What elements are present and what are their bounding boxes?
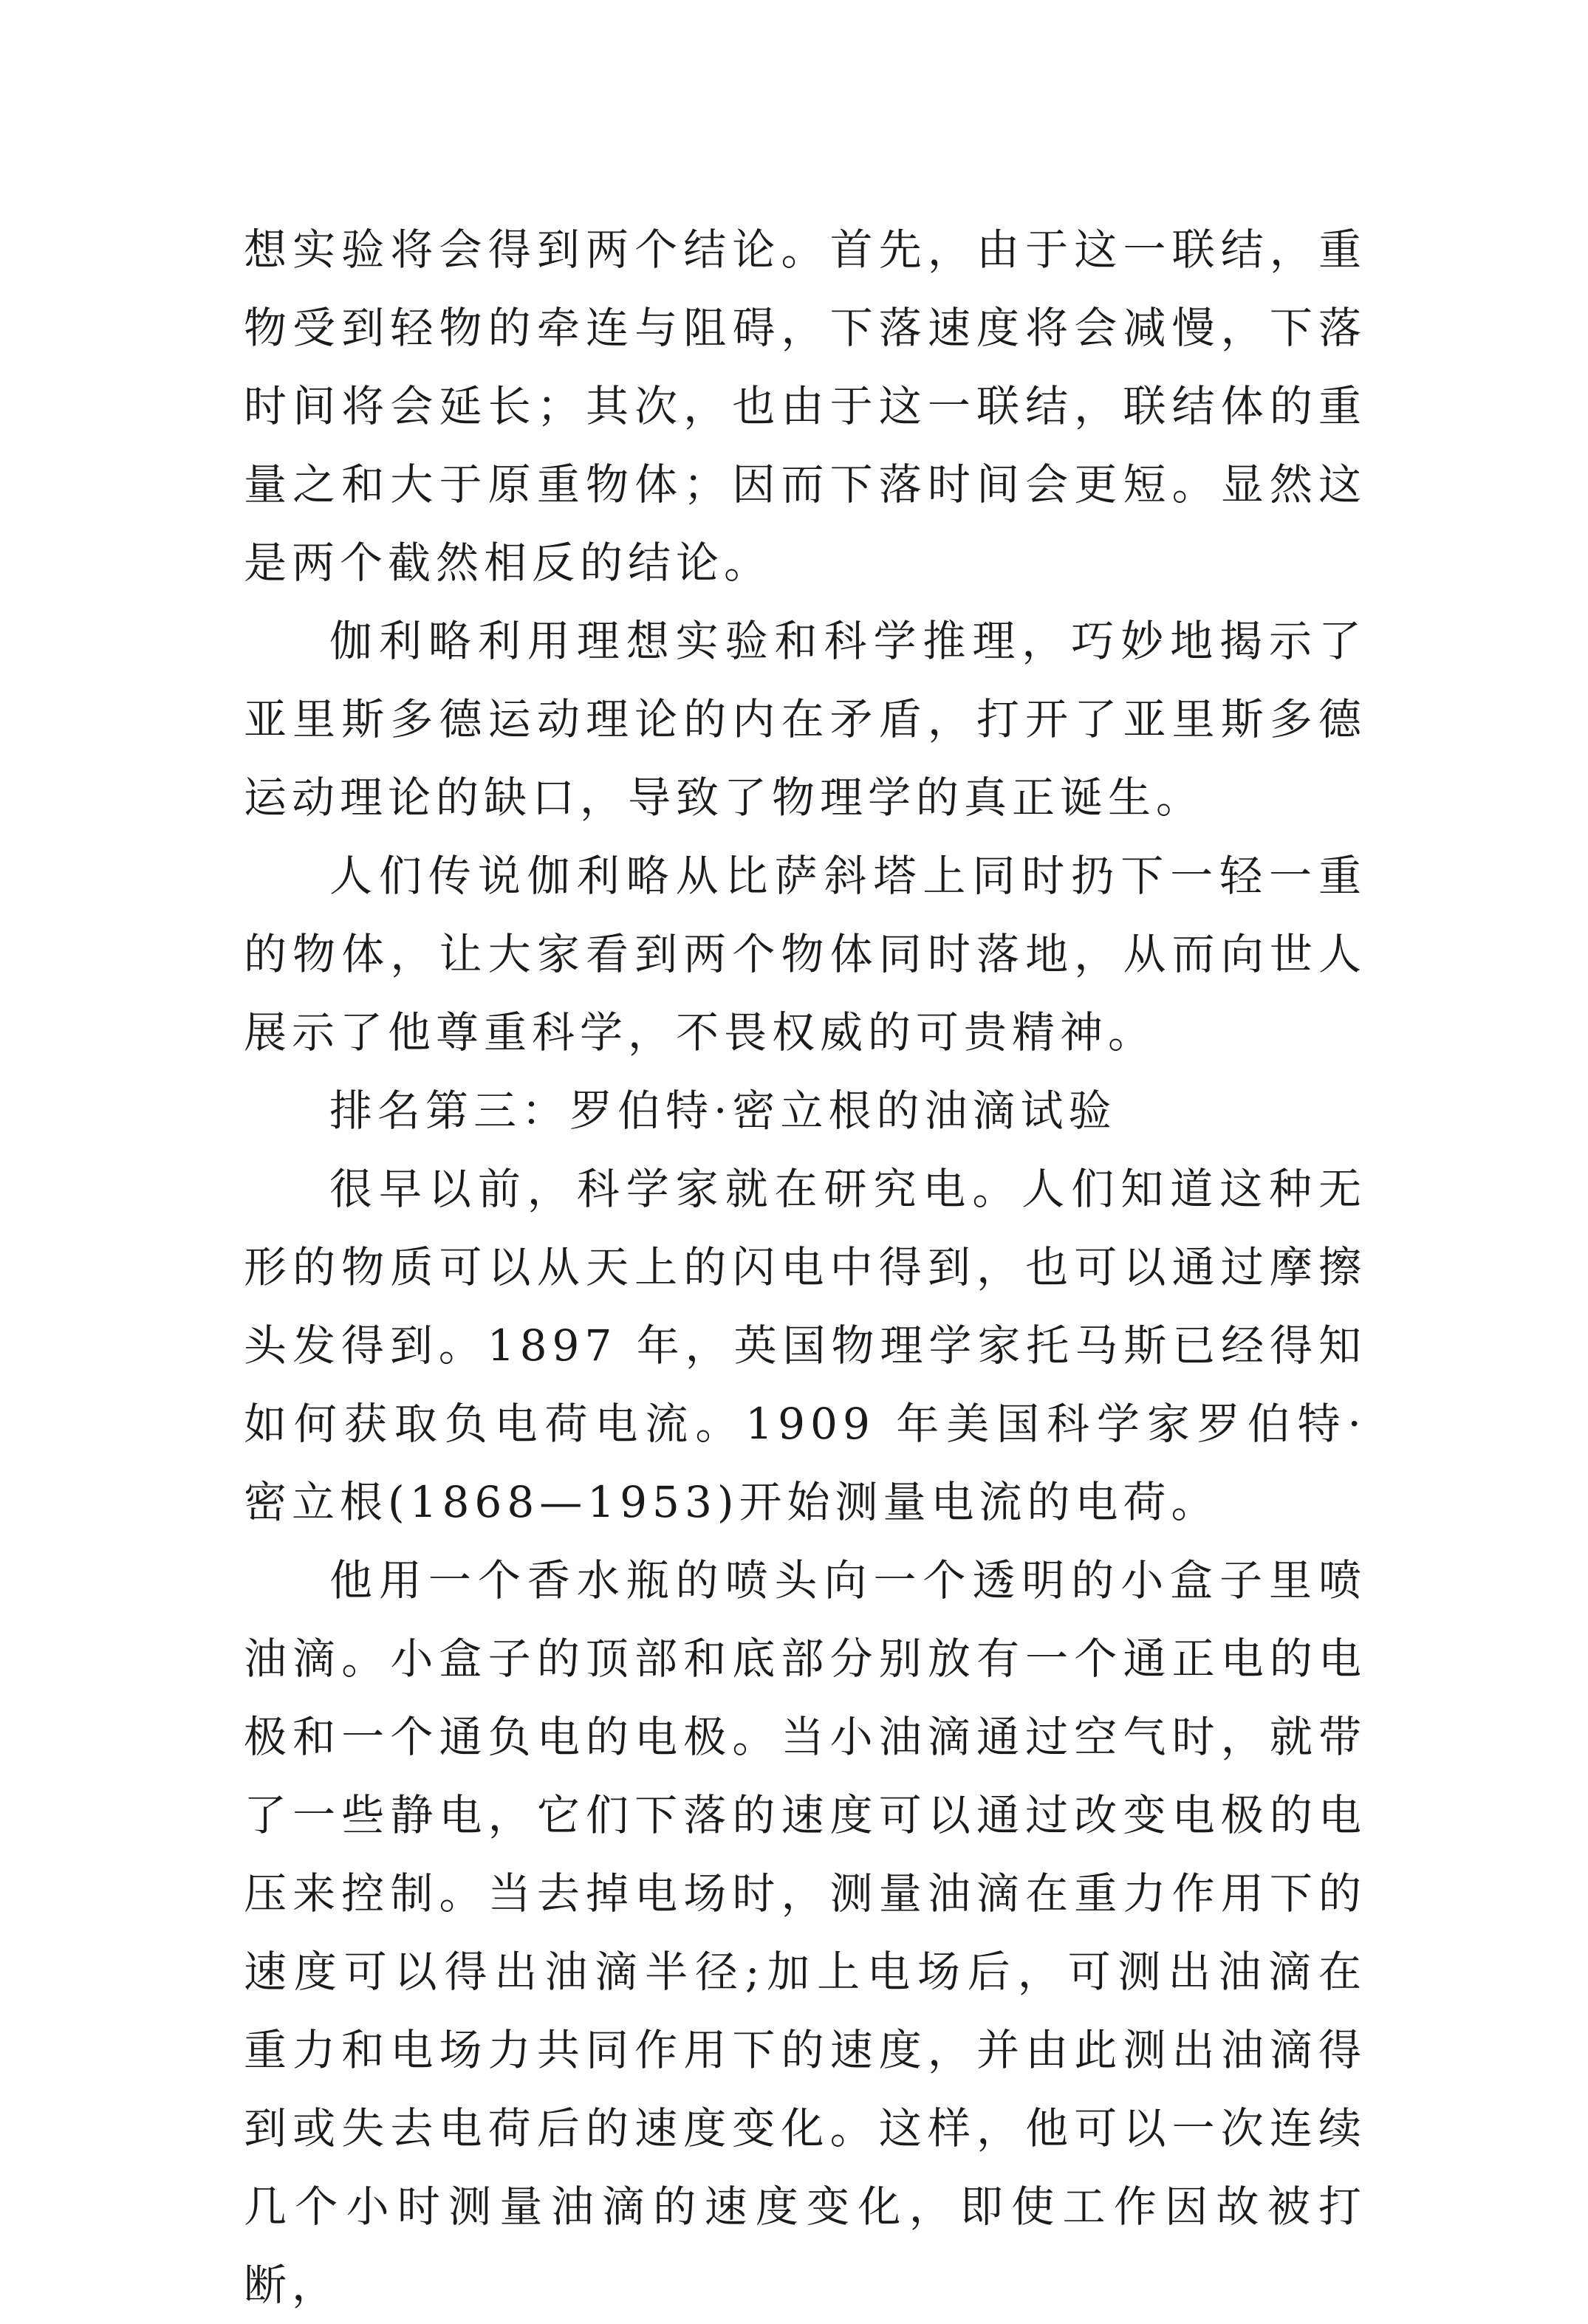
paragraph-2: 伽利略利用理想实验和科学推理，巧妙地揭示了亚里斯多德运动理论的内在矛盾，打开了亚里斯多德运动理论的缺口，导致了物理学的真正诞生。 xyxy=(244,616,1366,823)
section-heading: 排名第三：罗伯特·密立根的油滴试验 xyxy=(329,1086,1117,1136)
paragraph-1: 想实验将会得到两个结论。首先，由于这一联结，重物受到轻物的牵连与阻碍，下落速度将会减慢，下落时间将会延长；其次，也由于这一联结，联结体的重量之和大于原重物体；因而下落时间会更短。显然这是两个截然相反的结论。 xyxy=(244,224,1366,588)
body-text xyxy=(244,210,1366,2324)
paragraph-3: 人们传说伽利略从比萨斜塔上同时扔下一轻一重的物体，让大家看到两个物体同时落地，从而向世人展示了他尊重科学，不畏权威的可贵精神。 xyxy=(244,851,1366,1058)
paragraph-5: 他用一个香水瓶的喷头向一个透明的小盒子里喷油滴。小盒子的顶部和底部分别放有一个通正电的电极和一个通负电的电极。当小油滴通过空气时，就带了一些静电，它们下落的速度可以通过改变电极的电压来控制。当去掉电场时，测量油滴在重力作用下的速度可以得出油滴半径;加上电场后，可测出油滴在重力和电场力共同作用下的速度，并由此测出油滴得到或失去电荷后的速度变化。这样，他可以一次连续几个小时测量油滴的速度变化，即使工作因故被打断， xyxy=(244,1555,1366,2310)
paragraph-4: 很早以前，科学家就在研究电。人们知道这种无形的物质可以从天上的闪电中得到，也可以通过摩擦头发得到。1897 年，英国物理学家托马斯已经得知如何获取负电荷电流。1909 年美国科学家罗伯特·密立根(1868—1953)开始测量电流的电荷。 xyxy=(244,1164,1366,1527)
